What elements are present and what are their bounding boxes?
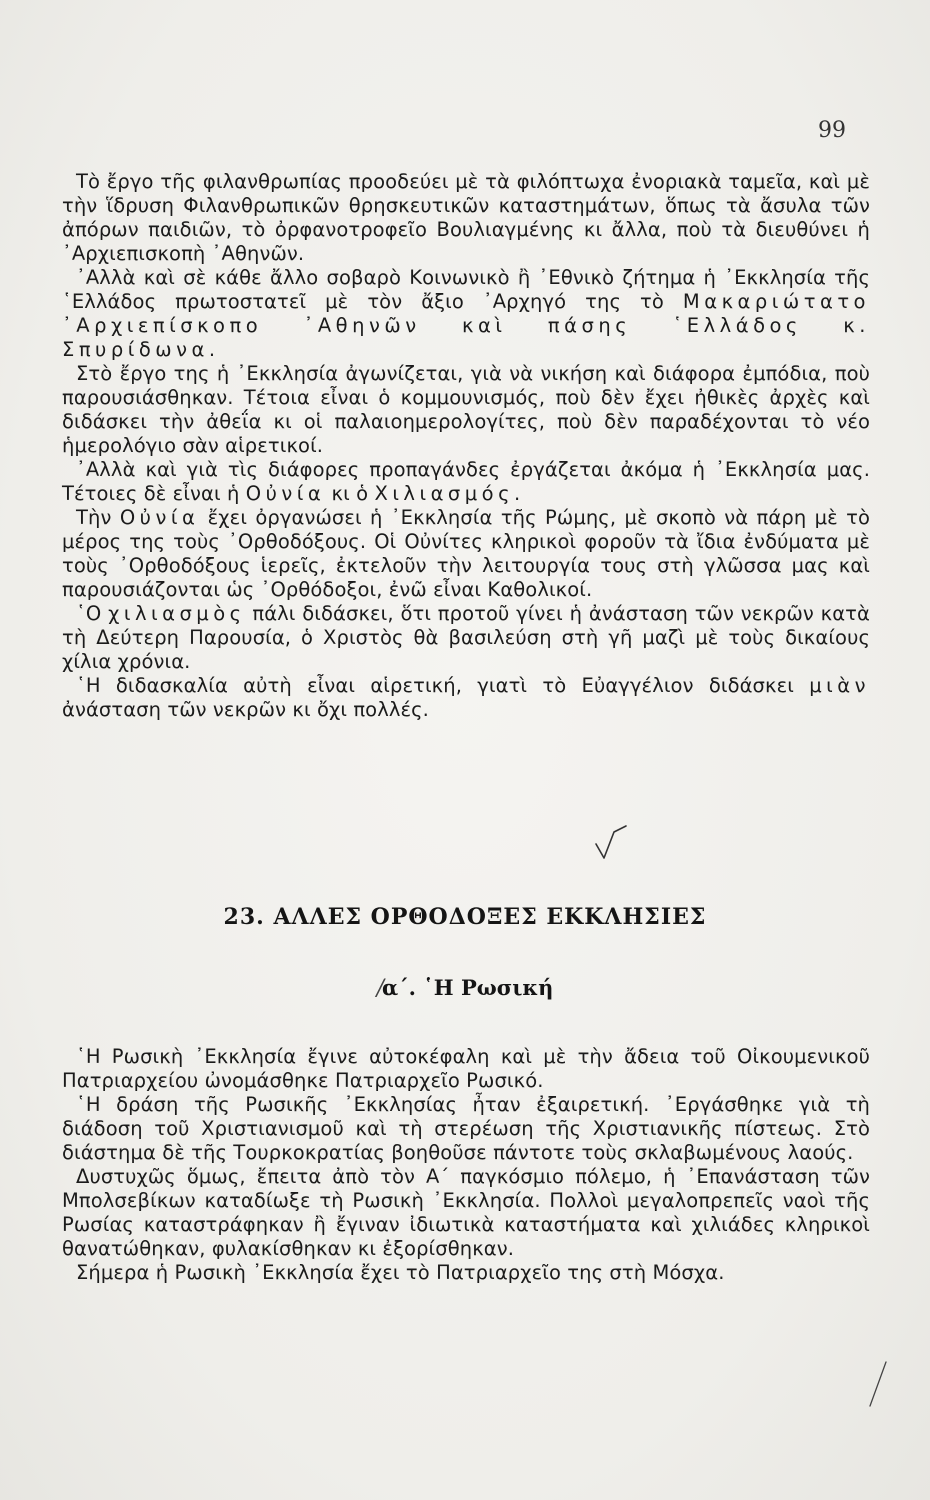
- subsection-title: α΄. ῾Η Ρωσική: [382, 975, 554, 1000]
- handwritten-margin-stroke-icon: [866, 1360, 890, 1410]
- paragraph-uniate-text: ἔχει ὀργανώσει ἡ ᾿Εκκλησία τῆς Ρώμης, μὲ σκοπὸ νὰ πάρη μὲ τὸ μέρος της τοὺς ᾿Ορθοδόξους. Οἱ Οὐνίτες κληρικοὶ φοροῦν τὰ ἴδια ἐνδύματα μὲ τοὺς ᾿Ορθοδόξους ἱερεῖς, ἐκτελοῦν τὴν λειτουργία τους στὴ γλῶσσα μας καὶ παρουσιάζονται ὡς ᾿Ορθόδοξοι, ἐνῶ εἶναι Καθολικοί.: [62, 506, 870, 601]
- paragraph-chiliasm: [62, 602, 870, 674]
- bottom-text-block: [62, 1045, 870, 1285]
- term-uniate: Οὐνία: [245, 482, 326, 505]
- paragraph-obstacles: Στὸ ἔργο της ἡ ᾿Εκκλησία ἀγωνίζεται, γιὰ νὰ νικήση καὶ διάφορα ἐμπόδια, ποὺ παρουσιάσθηκαν. Τέτοια εἶναι ὁ κομμουνισμός, ποὺ δὲν ἔχει ἠθικὲς ἀρχὲς καὶ διδάσκει τὴν ἀθεΐα κι οἱ παλαιοημερολογίτες, ποὺ δὲν παραδέχονται τὸ νέο ἡμερολόγιο σὰν αἱρετικοί.: [62, 362, 870, 457]
- paragraph-heresy: [62, 674, 870, 722]
- paragraph-philanthropy: Τὸ ἔργο τῆς φιλανθρωπίας προοδεύει μὲ τὰ φιλόπτωχα ἐνοριακὰ ταμεῖα, καὶ μὲ τὴν ἵδρυση Φιλανθρωπικῶν θρησκευτικῶν καταστημάτων, ὅπως τὰ ἄσυλα τῶν ἀπόρων παιδιῶν, τὸ ὀρφανοτροφεῖο Βουλιαγμένης κι ἄλλα, ποὺ τὰ διευθύνει ἡ ᾿Αρχιεπισκοπὴ ᾿Αθηνῶν.: [62, 170, 870, 265]
- paragraph-propaganda-text: ᾿Αλλὰ καὶ γιὰ τὶς διάφορες προπαγάνδες ἐργάζεται ἀκόμα ἡ ᾿Εκκλησία μας. Τέτοιες δὲ εἶναι ἡ: [62, 458, 870, 505]
- paragraph-uniate: [62, 506, 870, 602]
- subsection-heading: [0, 975, 930, 1001]
- paragraph-heresy-text: ῾Η διδασκαλία αὐτὴ εἶναι αἱρετική, γιατὶ τὸ Εὐαγγέλιον διδάσκει: [76, 674, 794, 697]
- paragraph-moscow: Σήμερα ἡ Ρωσικὴ ᾿Εκκλησία ἔχει τὸ Πατριαρχεῖο της στὴ Μόσχα.: [76, 1261, 725, 1284]
- paragraph-heresy-end: ἀνάσταση τῶν νεκρῶν κι ὄχι πολλές.: [62, 698, 429, 721]
- archbishop-name-spaced: Μακαριώτατο ᾿Αρχιεπίσκοπο ᾿Αθηνῶν καὶ πάσης ῾Ελλάδος κ. Σπυρίδωνα.: [62, 290, 870, 361]
- page-number: 99: [818, 118, 846, 143]
- handwritten-slash-mark: /: [376, 976, 385, 1001]
- paragraph-activity: ῾Η δράση τῆς Ρωσικῆς ᾿Εκκλησίας ἦταν ἐξαιρετική. ᾿Εργάσθηκε γιὰ τὴ διάδοση τοῦ Χριστιανισμοῦ καὶ τὴ στερέωση τῆς Χριστιανικῆς πίστεως. Στὸ διάστημα δὲ τῆς Τουρκοκρατίας βοηθοῦσε πάντοτε τοὺς σκλαβωμένους λαούς.: [62, 1093, 870, 1164]
- term-chiliasm-2: χιλιασμὸς: [108, 602, 246, 625]
- paragraph-uniate-start: Τὴν: [76, 506, 112, 529]
- paragraph-persecution: Δυστυχῶς ὅμως, ἔπειτα ἀπὸ τὸν Α΄ παγκόσμιο πόλεμο, ἡ ᾿Επανάσταση τῶν Μπολσεβίκων καταδίωξε τὴ Ρωσικὴ ᾿Εκκλησία. Πολλοὶ μεγαλοπρεπεῖς ναοὶ τῆς Ρωσίας καταστράφηκαν ἢ ἔγιναν ἰδιωτικὰ καταστήματα καὶ χιλιάδες κληρικοὶ θανατώθηκαν, φυλακίσθηκαν κι ἐξορίσθηκαν.: [62, 1165, 870, 1260]
- paragraph-propaganda-conj: κι ὁ: [331, 482, 369, 505]
- paragraph-chiliasm-start: ῾Ο: [76, 602, 102, 625]
- paragraph-chiliasm-text: πάλι διδάσκει, ὅτι προτοῦ γίνει ἡ ἀνάσταση τῶν νεκρῶν κατὰ τὴ Δεύτερη Παρουσία, ὁ Χριστὸς θὰ βασιλεύση στὴ γῆ μαζὶ μὲ τοὺς δικαίους χίλια χρόνια.: [62, 602, 870, 673]
- paragraph-church-leadership: [62, 266, 870, 362]
- handwritten-checkmark-icon: [592, 822, 632, 862]
- term-one-resurrection: μιὰν: [809, 674, 870, 697]
- term-uniate-2: Οὐνία: [119, 506, 200, 529]
- paragraph-autocephaly: ῾Η Ρωσικὴ ᾿Εκκλησία ἔγινε αὐτοκέφαλη καὶ μὲ τὴν ἄδεια τοῦ Οἰκουμενικοῦ Πατριαρχείου ὠνομάσθηκε Πατριαρχεῖο Ρωσικό.: [62, 1045, 870, 1092]
- term-chiliasm: Χιλιασμός.: [374, 482, 525, 505]
- paragraph-propaganda: [62, 458, 870, 506]
- section-heading: 23. ΑΛΛΕΣ ΟΡΘΟΔΟΞΕΣ ΕΚΚΛΗΣΙΕΣ: [223, 904, 707, 930]
- paragraph-church-leadership-text: ᾿Αλλὰ καὶ σὲ κάθε ἄλλο σοβαρὸ Κοινωνικὸ ἢ ᾿Εθνικὸ ζήτημα ἡ ᾿Εκκλησία τῆς ῾Ελλάδος πρωτοστατεῖ μὲ τὸν ἄξιο ᾿Αρχηγό της τὸ: [62, 266, 870, 313]
- top-text-block: [62, 170, 870, 722]
